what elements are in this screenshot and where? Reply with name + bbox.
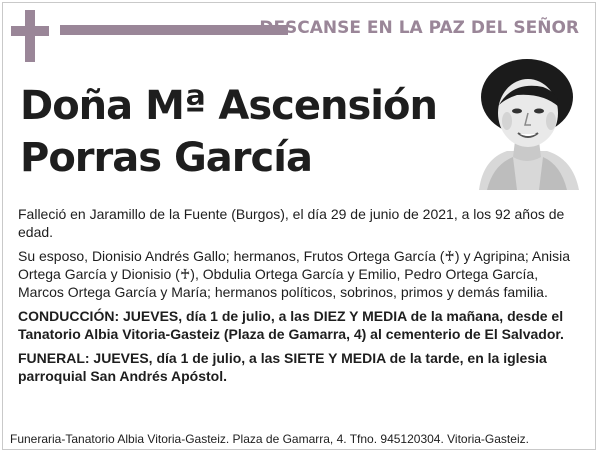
header-rule: [60, 25, 288, 35]
funeral-home-footer: Funeraria-Tanatorio Albia Vitoria-Gasteiz. Plaza de Gamarra, 4. Tfno. 945120304. Vitoria-Gasteiz.: [10, 432, 529, 446]
conduction-notice: CONDUCCIÓN: JUEVES, día 1 de julio, a las DIEZ Y MEDIA de la mañana, desde el Tanatorio Albia Vitoria-Gasteiz (Plaza de Gamarra, 4) al cementerio de El Salvador.: [18, 308, 564, 342]
name-line-2: Porras García: [20, 135, 312, 181]
deceased-name: [20, 80, 437, 184]
family-list: Su esposo, Dionisio Andrés Gallo; hermanos, Frutos Ortega García (♰) y Agripina; Anisia Ortega García y Dionisio (♰), Obdulia Ortega García y Emilio, Pedro Ortega García, Marcos Ortega García y María; hermanos políticos, sobrinos, primos y demás familia.: [18, 248, 571, 300]
cross-icon: [11, 10, 49, 62]
portrait-photo-icon: [473, 55, 581, 190]
header-banner: DESCANSE EN LA PAZ DEL SEÑOR: [259, 18, 579, 38]
death-notice: Falleció en Jaramillo de la Fuente (Burgos), el día 29 de junio de 2021, a los 92 años de edad.: [18, 206, 565, 240]
funeral-notice: FUNERAL: JUEVES, día 1 de julio, a las SIETE Y MEDIA de la tarde, en la iglesia parroquial San Andrés Apóstol.: [18, 350, 547, 384]
name-line-1: Doña Mª Ascensión: [20, 83, 437, 129]
obituary-body: [18, 205, 586, 391]
